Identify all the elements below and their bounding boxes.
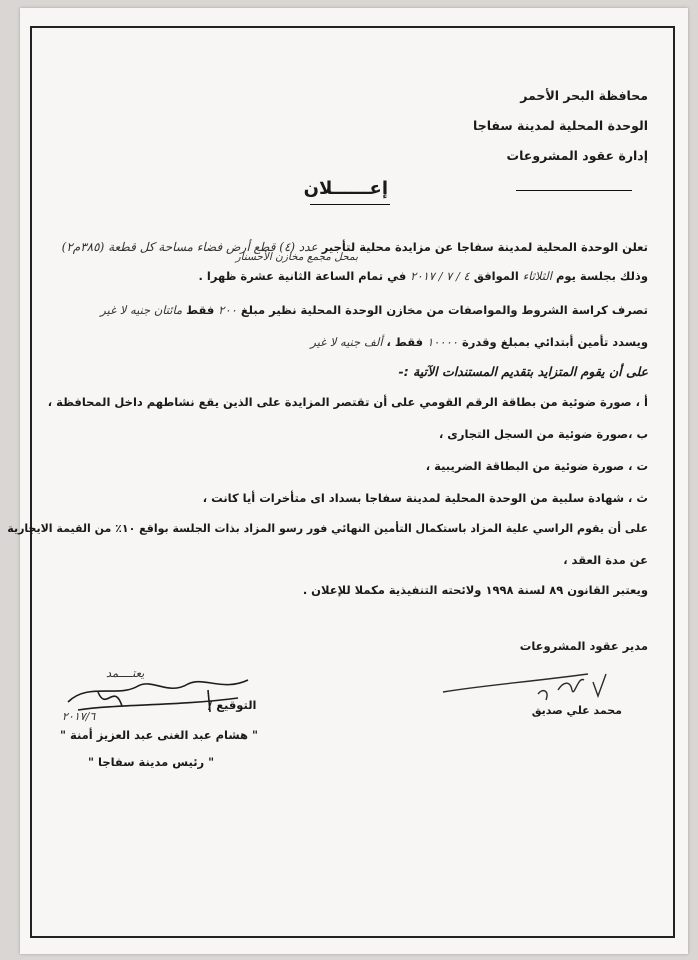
line4-printed-a: ويسدد تأمين أبتدائي بمبلغ وقدرة bbox=[461, 335, 648, 349]
announcement-line-3 bbox=[100, 303, 648, 317]
document-sheet bbox=[7, 8, 688, 954]
line1-handwritten: عدد (٤) قطع أرض فضاء مساحة كل قطعة (٣٨٥م٢) bbox=[61, 240, 318, 254]
page-title: إعــــــلان bbox=[303, 178, 388, 199]
document-item-t: ت ، صورة ضوئية من البطاقة الضريبية ، bbox=[425, 459, 648, 473]
signatory-name-right: محمد علي صديق bbox=[531, 704, 622, 717]
handwritten-location: بمحل مجمع مخازن الأحسنار bbox=[235, 251, 358, 263]
header-department: إدارة عقود المشروعات bbox=[506, 148, 648, 163]
signatory-name-left: " هشام عبد الغنى عبد العزيز أمنة " bbox=[60, 728, 259, 742]
line3-printed-b: فقط bbox=[186, 303, 215, 317]
document-item-b: ب ،صورة ضوئية من السجل التجارى ، bbox=[438, 427, 648, 441]
line1-printed: تعلن الوحدة المحلية لمدينة سفاجا عن مزايدة محلية لتأجير bbox=[321, 240, 648, 254]
line2-printed-b: الموافق bbox=[473, 269, 519, 283]
line3-printed-a: تصرف كراسة الشروط والمواصفات من مخازن الوحدة المحلية نظير مبلغ bbox=[240, 303, 648, 317]
approval-stamp-text: يعتــــمد bbox=[106, 666, 145, 680]
document-item-a: أ ، صورة ضوئية من بطاقة الرقم القومي على أن تقتصر المزايدة على الذين يقع نشاطهم داخل المحافظة ، bbox=[47, 395, 648, 409]
line2-printed-c: في تمام الساعة الثانية عشرة ظهرا . bbox=[198, 269, 407, 283]
header-underline bbox=[516, 190, 632, 191]
handwritten-deposit-words: ألف جنيه لا غير bbox=[310, 335, 383, 349]
line4-printed-b: فقط ، bbox=[386, 335, 424, 349]
title-underline bbox=[310, 204, 390, 205]
handwritten-deposit-amount: ١٠٠٠٠ bbox=[427, 335, 458, 349]
signature-label-left: التوقيع / bbox=[208, 698, 257, 712]
announcement-line-4 bbox=[310, 335, 648, 349]
final-deposit-line-1: على أن يقوم الراسي علية المزاد باستكمال التأمين النهائي فور رسو المزاد بذات الجلسة بواقع ١٠٪ من القيمة الايجارية bbox=[7, 522, 648, 535]
header-local-unit: الوحدة المحلية لمدينة سفاجا bbox=[473, 118, 648, 133]
handwritten-booklet-words: مائتان جنيه لا غير bbox=[100, 303, 183, 317]
line2-printed-a: وذلك بجلسة يوم bbox=[555, 269, 648, 283]
final-deposit-line-2: عن مدة العقد ، bbox=[563, 553, 648, 567]
law-reference: ويعتبر القانون ٨٩ لسنة ١٩٩٨ ولائحته التنفيذية مكملا للإعلان . bbox=[302, 583, 648, 597]
header-governorate: محافظة البحر الأحمر bbox=[520, 88, 648, 103]
announcement-line-2 bbox=[199, 269, 648, 283]
handwritten-date-left: ٢٠١٧/٦ bbox=[62, 710, 96, 723]
handwritten-date: ٤ / ٧ / ٢٠١٧ bbox=[410, 269, 470, 283]
handwritten-booklet-amount: ٢٠٠ bbox=[218, 303, 237, 317]
documents-subheading: على أن يقوم المتزايد بتقديم المستندات الآتية :- bbox=[398, 364, 648, 379]
document-item-th: ث ، شهادة سلبية من الوحدة المحلية لمدينة سفاجا بسداد اى متأخرات أيا كانت ، bbox=[202, 491, 648, 505]
signature-title-right: مدير عقود المشروعات bbox=[519, 639, 648, 653]
handwritten-day: الثلاثاء bbox=[522, 269, 552, 283]
signatory-title-left: " رئيس مدينة سفاجا " bbox=[88, 755, 215, 769]
